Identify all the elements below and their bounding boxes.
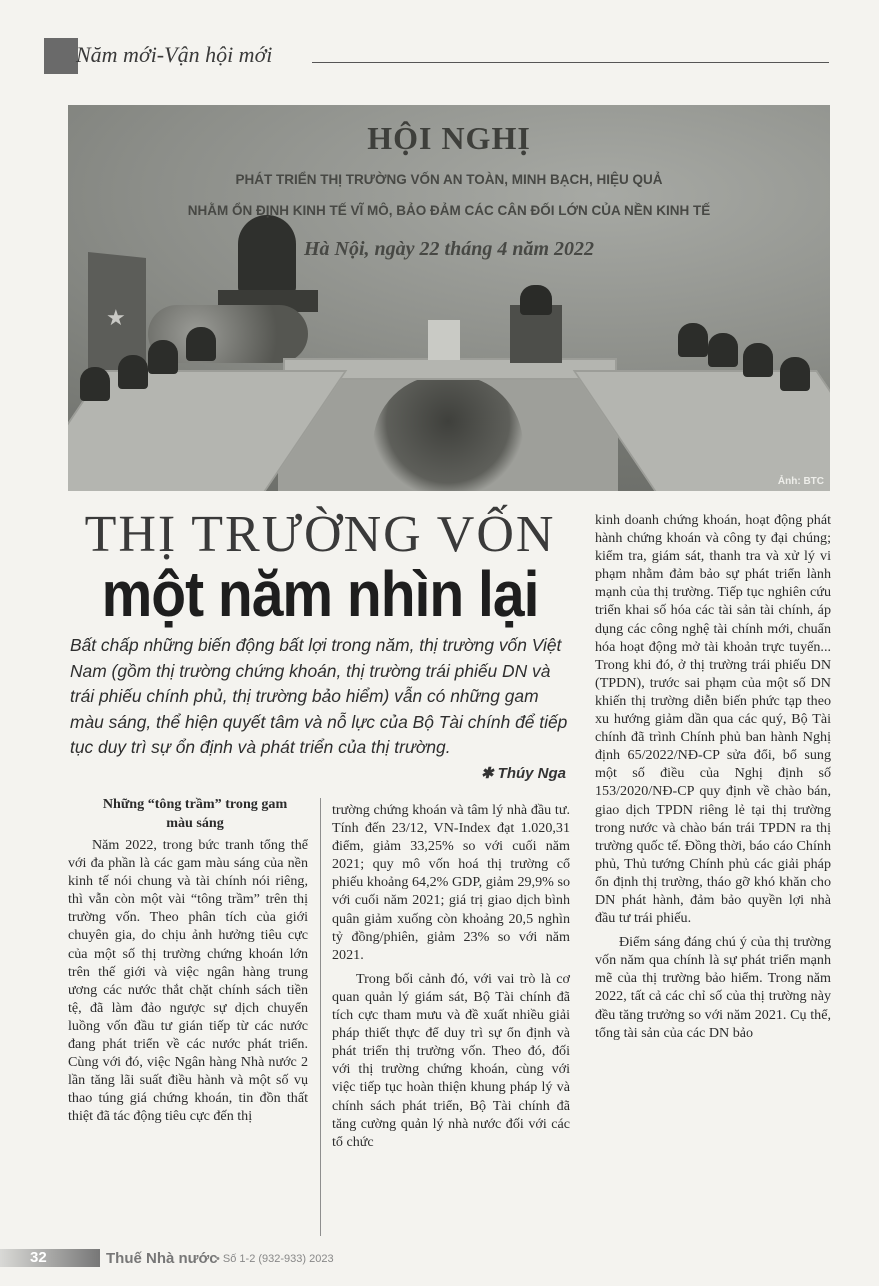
delegate bbox=[186, 327, 216, 361]
flag-star-icon: ★ bbox=[106, 305, 126, 330]
body-column-2 bbox=[332, 801, 570, 1151]
author-byline: ✱ Thúy Nga bbox=[480, 765, 566, 782]
photo-credit: Ảnh: BTC bbox=[777, 476, 824, 487]
page-number: 32 bbox=[30, 1249, 47, 1266]
banner-line-1: PHÁT TRIỂN THỊ TRƯỜNG VỐN AN TOÀN, MINH BẠCH, HIỆU QUẢ bbox=[235, 172, 663, 187]
paragraph: Trong bối cảnh đó, với vai trò là cơ quan quản lý giám sát, Bộ Tài chính đã tích cực tham mưu và đề xuất nhiều giải pháp thiết thực để duy trì sự ổn định và phát triển thị trường vốn. Theo đó, đối với thị trường chứng khoán, cùng với việc tiếp tục hoàn thiện khung pháp lý và chính sách phát triển, Bộ Tài chính đã tăng cường quản lý nhà nước đối với các tổ chức bbox=[332, 970, 570, 1150]
delegate bbox=[118, 355, 148, 389]
paragraph: Điểm sáng đáng chú ý của thị trường vốn năm qua chính là sự phát triển mạnh mẽ của thị trường bảo hiểm. Trong năm 2022, tất cả các chỉ số của thị trường này đều tăng trưởng so với năm 2021. Cụ thể, tổng tài sản của các DN bảo bbox=[595, 934, 831, 1041]
section-title: Năm mới-Vận hội mới bbox=[76, 42, 273, 67]
delegate bbox=[80, 367, 110, 401]
section-marker bbox=[44, 38, 78, 74]
delegate bbox=[780, 357, 810, 391]
footer-bar bbox=[0, 1249, 100, 1267]
delegate bbox=[148, 340, 178, 374]
conference-photo bbox=[68, 105, 830, 491]
paragraph: Năm 2022, trong bức tranh tổng thể với đa phần là các gam màu sáng của nền kinh tế nói chung và tài chính nói riêng, thì vẫn còn một vài “tông trầm” trên thị trường vốn. Theo phân tích của giới chuyên gia, do chịu ảnh hưởng tiêu cực của một số thị trường chứng khoán lớn trên thế giới và việc ngân hàng trung ương các nước thắt chặt chính sách tiền tệ, đã làm đảo ngược sự dịch chuyển luồng vốn đầu tư gián tiếp từ các nước đang phát triển về các nước phát triển. Cùng với đó, việc Ngân hàng Nhà nước 2 lần tăng lãi suất điều hành và một số vụ thao túng giá chứng khoán, tin đồn thất thiệt đã tác động tiêu cực đến thị bbox=[68, 837, 308, 1125]
body-column-1 bbox=[68, 836, 308, 1126]
delegate bbox=[708, 333, 738, 367]
delegate bbox=[678, 323, 708, 357]
document-stand bbox=[428, 320, 460, 360]
banner-line-2: NHẰM ỔN ĐỊNH KINH TẾ VĨ MÔ, BẢO ĐẢM CÁC CÂN ĐỐI LỚN CỦA NỀN KINH TẾ bbox=[187, 203, 711, 218]
article-lead: Bất chấp những biến động bất lợi trong năm, thị trường vốn Việt Nam (gồm thị trường chứng khoán, thị trường trái phiếu DN và trái phiếu chính phủ, thị trường bảo hiểm) vẫn có những gam màu sáng, thể hiện quyết tâm và nỗ lực của Bộ Tài chính để tiếp tục duy trì sự ổn định và phát triển của thị trường. bbox=[70, 635, 568, 758]
banner-date: Hà Nội, ngày 22 tháng 4 năm 2022 bbox=[303, 238, 595, 260]
banner-title: HỘI NGHỊ bbox=[367, 120, 531, 156]
paragraph: trường chứng khoán và tâm lý nhà đầu tư. Tính đến 23/12, VN-Index đạt 1.020,31 điểm, giảm 33,25% so với cuối năm 2021; quy mô vốn hoá thị trường cổ phiếu khoảng 64,2% GDP, giảm 29,9% so với cuối năm 2021; giá trị giao dịch bình quân giảm xuống còn khoảng 20,5 nghìn tỷ đồng/phiên, giảm 23% so với năm 2021. bbox=[332, 802, 570, 963]
speaker-figure bbox=[520, 285, 552, 315]
issue-info: • Số 1-2 (932-933) 2023 bbox=[216, 1253, 334, 1265]
section-rule bbox=[312, 62, 829, 63]
body-column-3 bbox=[595, 511, 831, 1042]
column-divider bbox=[320, 798, 321, 1236]
magazine-name: Thuế Nhà nước bbox=[106, 1250, 218, 1267]
delegate bbox=[743, 343, 773, 377]
section-subheading: Những “tông trầm” trong gam màu sáng bbox=[102, 796, 288, 831]
headline-line-1: THỊ TRƯỜNG VỐN bbox=[84, 506, 556, 563]
headline-line-2: một năm nhìn lại bbox=[101, 559, 539, 631]
paragraph: kinh doanh chứng khoán, hoạt động phát hành chứng khoán và công ty đại chúng; kiểm tra, giám sát, thanh tra và xử lý vi phạm nhằm đảm bảo sự phát triển lành mạnh của thị trường. Tiếp tục nghiên cứu triển khai số hóa các tài sản tài chính, áp dụng các công nghệ tài chính mới, chuẩn hóa hoạt động mở tài khoản trực tuyến... Trong khi đó, ở thị trường trái phiếu DN (TPDN), trước sai phạm của một số DN khiến thị trường diễn biến phức tạp theo xu hướng giảm dần qua các quý, Bộ Tài chính đã trình Chính phủ ban hành Nghị định 65/2022/NĐ-CP sửa đổi, bổ sung một số điều của Nghị định số 153/2020/NĐ-CP quy định về chào bán, giao dịch TPDN riêng lẻ tại thị trường trong nước và chào bán trái TPDN ra thị trường quốc tế. Đồng thời, báo cáo Chính phủ, Thủ tướng Chính phủ các giải pháp ổn định thị trường, tháo gỡ khó khăn cho DN phát hành, đảm bảo quyền lợi nhà đầu tư trái phiếu. bbox=[595, 512, 831, 927]
